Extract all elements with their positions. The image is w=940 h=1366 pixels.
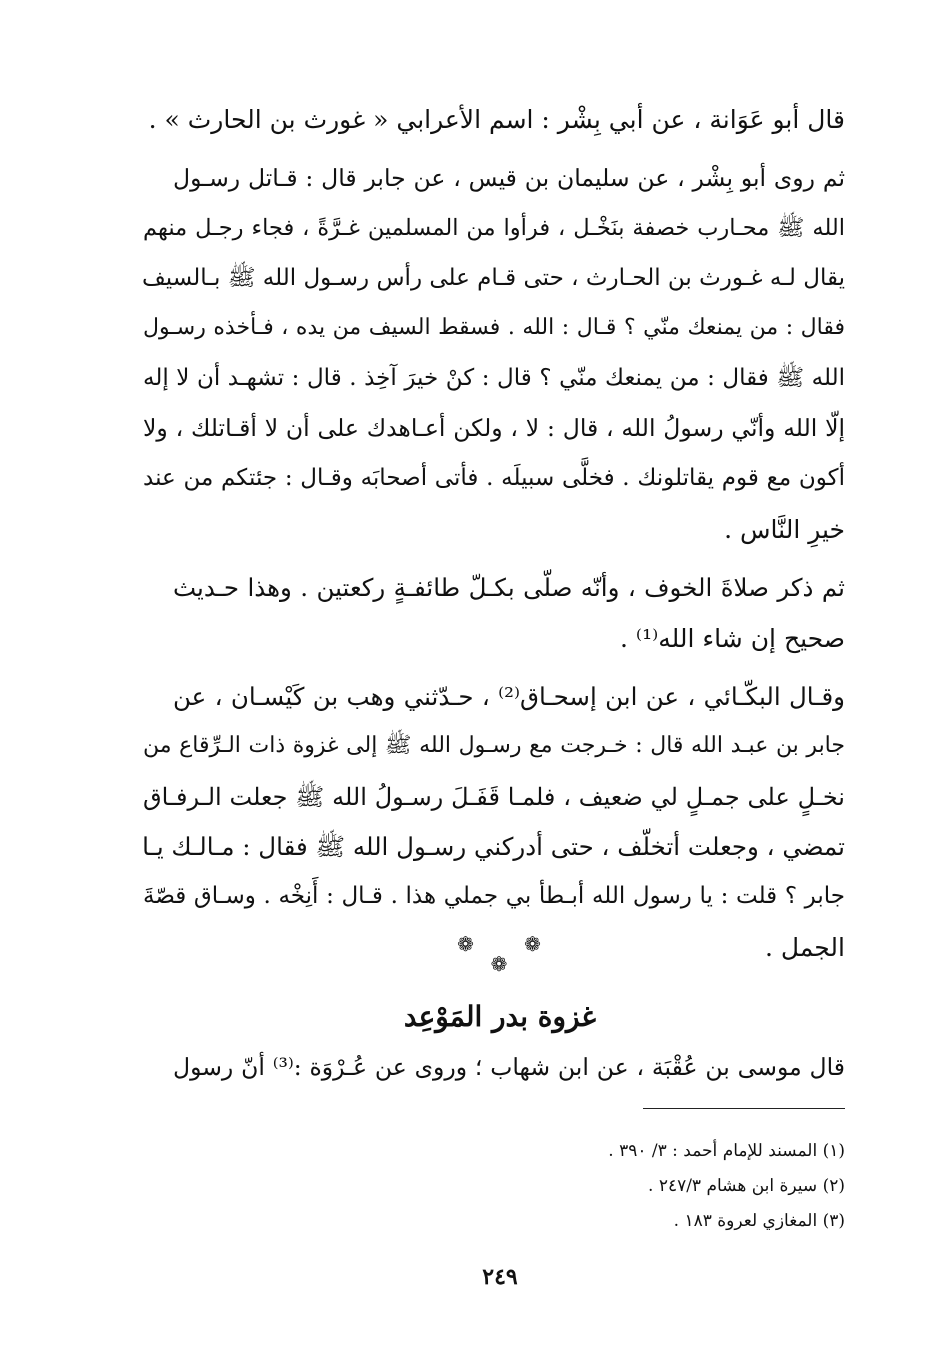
text-line: صحيح إن شاء الله⁽¹⁾ .	[620, 624, 845, 653]
text-line: قال أبو عَوَانة ، عن أبي بِشْر : اسم الأعرابي « غورث بن الحارث » .	[148, 105, 845, 134]
text-line: قال موسى بن عُقْبَة ، عن ابن شهاب ؛ وروى عن عُـرْوَة :⁽³⁾ أنّ رسول	[173, 1053, 845, 1081]
text-line: تمضي ، وجعلت أتخلّف ، حتى أدركني رسـول الله ﷺ فقال : مـالـك يـا	[142, 832, 845, 861]
text-line: ثم روى أبو بِشْر ، عن سليمان بن قيس ، عن جابر قال : قـاتل رسـول	[173, 164, 845, 192]
text-line: نخـلٍ على جمـلٍ لي ضعيف ، فلمـا قَفَـلَ رسـولُ الله ﷺ جعلت الـرفـاق	[143, 783, 845, 811]
text-line: إلّا الله وأنّي رسولُ الله ، قال : لا ، ولكن أعـاهدك على أن لا أقـاتلك ، ولا	[143, 414, 846, 442]
text-line: الله ﷺ محـارب خصفة بنَخْـل ، فرأوا من المسلمين غـرَّةً ، فجاء رجـل منهم	[143, 215, 845, 241]
text-line: جابر بن عبـد الله قال : خـرجت مع رسـول الله ﷺ إلى غزوة ذات الـرِّقاع من	[143, 733, 845, 758]
text-line: الله ﷺ فقال : من يمنعك منّي ؟ قال : كنْ خيرَ آخِذ . قال : تشهـد أن لا إله	[143, 365, 845, 391]
footnote: (٣) المغازي لعروة ١٨٣ .	[673, 1211, 845, 1231]
footnote-rule	[643, 1108, 845, 1109]
text-line: يقال لـه غـورث بن الحـارث ، حتى قـام على رأس رسـول الله ﷺ بـالسيف	[141, 265, 845, 291]
footnote: (١) المسند للإمام أحمد : ٣/ ٣٩٠ .	[608, 1141, 845, 1161]
text-line: جابر ؟ قلت : يا رسول الله أبـطأ بي جملي هذا . قـال : أَنِخْه . وسـاق قصّةَ	[143, 883, 845, 909]
text-line: خيرِ النَّاس .	[724, 515, 845, 544]
text-line: أكون مع قوم يقاتلونك . فخلَّى سبيلَه . فأتى أصحابَه وقـال : جئتكم من عند	[143, 465, 845, 491]
text-line: وقـال البكّـائي ، عن ابن إسحـاق⁽²⁾ ، حـدّثني وهب بن كَيْسـان ، عن	[173, 682, 845, 711]
footnote: (٢) سيرة ابن هشام ٢٤٧/٣ .	[648, 1176, 845, 1196]
text-line: ثم ذكر صلاةَ الخوف ، وأنّه صلّى بكـلّ طائفـةٍ ركعتين . وهذا حـديث	[173, 573, 845, 602]
text-line: فقال : من يمنعك منّي ؟ قـال : الله . فسقط السيف من يده ، فـأخذه رسـول	[143, 315, 845, 340]
section-separator: ❁ ❁ ❁	[457, 932, 563, 976]
text-line: الجمل .	[765, 933, 845, 962]
page-number: ٢٤٩	[482, 1264, 518, 1290]
section-heading: غزوة بدر المَوْعِد	[403, 1000, 597, 1033]
